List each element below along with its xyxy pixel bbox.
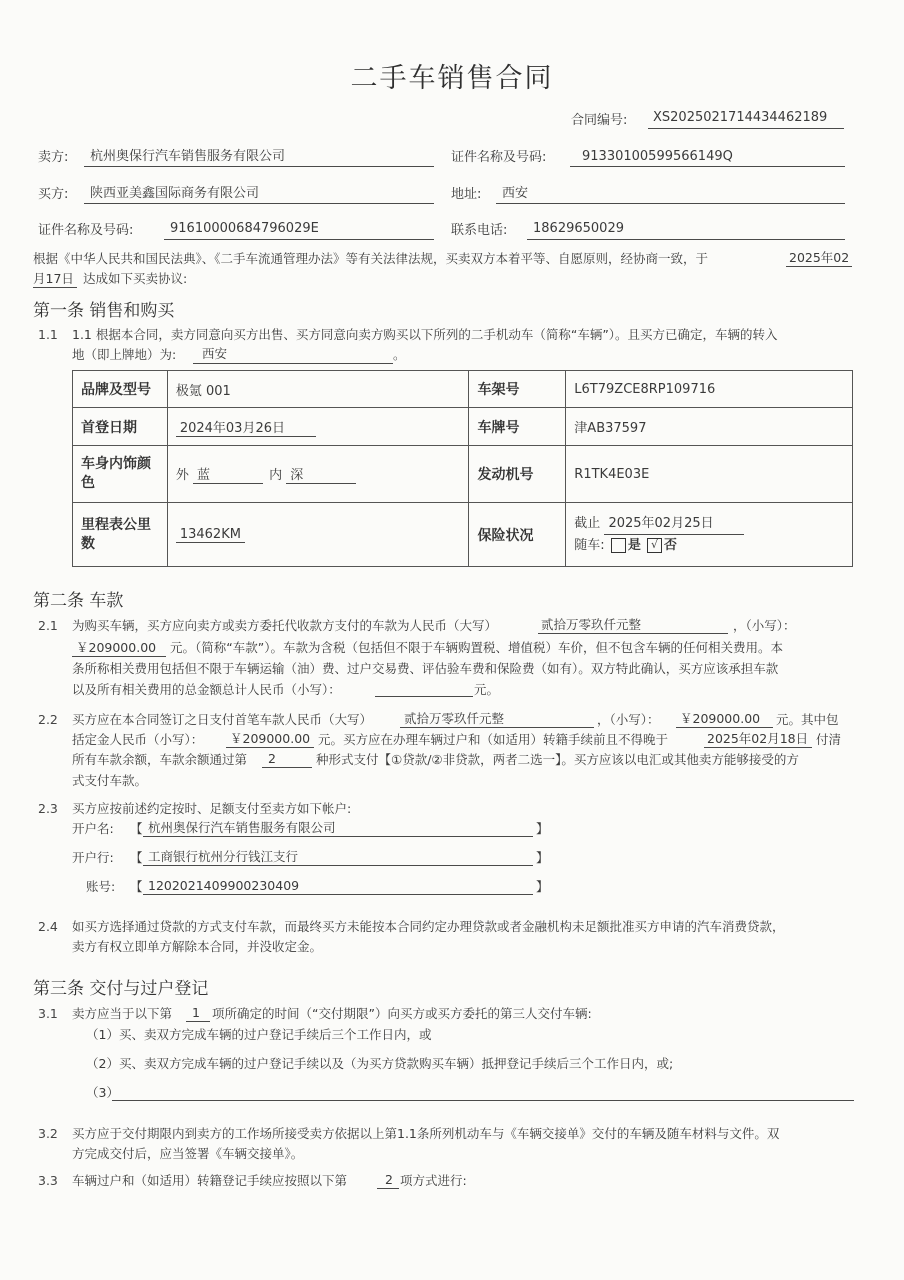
clause-3-3-item-underline xyxy=(377,1188,399,1189)
ins-expiry-label: 截止 xyxy=(574,516,601,531)
buyer-address-underline xyxy=(496,203,845,204)
clause-3-1-item-underline xyxy=(186,1021,210,1022)
reg-date-cell xyxy=(167,408,469,446)
clause-1-1-place-underline xyxy=(193,363,393,364)
clause-2-1-lower: ￥209000.00 xyxy=(76,640,157,655)
clause-2-1-l2a: 元。（简称“车款”）。车款为含税（包括但不限于车辆购置税、增值税）车价，但不包含车辆的任何相关费用。本 xyxy=(170,640,783,655)
engine-value: R1TK4E03E xyxy=(566,446,853,503)
clause-1-1-num: 1.1 xyxy=(38,327,58,342)
clause-2-2-deposit: ￥209000.00 xyxy=(230,731,311,746)
clause-2-2-lower: ￥209000.00 xyxy=(680,711,761,726)
clause-2-1-l4a: 以及所有相关费用的总金额总计人民币（小写）： xyxy=(72,682,341,697)
buyer-underline xyxy=(84,203,434,204)
clause-3-1-item: 1 xyxy=(192,1005,200,1020)
mileage-unit: KM xyxy=(221,527,245,543)
ins-yes-checkbox[interactable] xyxy=(611,538,626,553)
ins-no-label: 否 xyxy=(663,538,677,553)
clause-3-2-num: 3.2 xyxy=(38,1126,58,1141)
contract-no-value: XS2025021714434462189 xyxy=(653,110,828,125)
brand-value: 极氪 001 xyxy=(167,371,469,408)
plate-label: 车牌号 xyxy=(469,408,566,446)
color-label: 车身内饰颜色 xyxy=(73,446,168,503)
clause-2-2-l2a: 括定金人民币（小写）： xyxy=(72,732,204,747)
vehicle-row-2 xyxy=(73,408,853,446)
clause-2-2-l3b: 种形式支付【①贷款/②非贷款，两者二选一】。买方应该以电汇或其他卖方能够接受的方 xyxy=(316,752,799,767)
ext-color-label: 外 xyxy=(175,468,189,483)
bank-lbracket: 【 xyxy=(130,850,143,865)
clause-3-1-option-3: （3） xyxy=(86,1085,119,1100)
clause-2-2-upper-underline xyxy=(400,727,594,728)
plate-value: 津AB37597 xyxy=(566,408,853,446)
preamble-date-1: 2025年02 xyxy=(789,250,850,265)
clause-1-1-place: 西安 xyxy=(202,346,228,361)
clause-2-1-num: 2.1 xyxy=(38,618,58,633)
clause-2-2-method-underline xyxy=(262,767,312,768)
acct-name-lbracket: 【 xyxy=(130,821,143,836)
buyer-id-label: 证件名称及号码: xyxy=(38,223,134,238)
clause-2-4-num: 2.4 xyxy=(38,919,58,934)
clause-2-2-l1a: 买方应在本合同签订之日支付首笔车款人民币（大写） xyxy=(72,712,373,727)
clause-3-1-option-3-underline xyxy=(112,1100,854,1101)
clause-2-2-num: 2.2 xyxy=(38,712,58,727)
buyer-phone-value: 18629650029 xyxy=(533,221,624,236)
clause-3-3-l1a: 车辆过户和（如适用）转籍登记手续应按照以下第 xyxy=(72,1173,348,1188)
clause-2-4-l2: 卖方有权立即单方解除本合同，并没收定金。 xyxy=(72,939,323,954)
clause-2-2-l4: 式支付车款。 xyxy=(72,773,148,788)
check-mark-icon: √ xyxy=(650,538,658,551)
ins-yes-label: 是 xyxy=(627,538,641,553)
clause-2-1-upper-underline xyxy=(538,633,728,634)
buyer-label: 买方: xyxy=(38,187,69,202)
seller-id-label: 证件名称及号码: xyxy=(451,150,547,165)
clause-3-3-num: 3.3 xyxy=(38,1173,58,1188)
clause-3-1-l1b: 项所确定的时间（“交付期限”）向买方或买方委托的第三人交付车辆: xyxy=(212,1006,592,1021)
clause-2-1-upper: 贰拾万零玖仟元整 xyxy=(541,617,642,632)
acct-no-label: 账号: xyxy=(86,879,116,894)
seller-id-value: 91330100599566149Q xyxy=(582,149,733,164)
ins-with-label: 随车: xyxy=(574,538,605,553)
acct-no-value: 1202021409900230409 xyxy=(148,878,300,893)
buyer-address-value: 西安 xyxy=(502,186,529,201)
buyer-id-value: 91610000684796029E xyxy=(170,221,319,236)
buyer-phone-label: 联系电话: xyxy=(451,223,508,238)
preamble-date-underline-1 xyxy=(786,266,852,267)
clause-1-1-dot: 。 xyxy=(393,347,406,362)
insurance-cell xyxy=(566,503,853,567)
bank-underline xyxy=(143,865,533,866)
mileage-value: 13462 xyxy=(176,527,221,543)
clause-3-3-item: 2 xyxy=(385,1172,393,1187)
clause-2-4-l1: 如买方选择通过贷款的方式支付车款，而最终买方未能按本合同约定办理贷款或者金融机构未足额批准买方申请的汽车消费贷款， xyxy=(72,919,785,934)
clause-2-1-l1a: 为购买车辆，买方应向卖方或卖方委托代收款方支付的车款为人民币（大写） xyxy=(72,618,498,633)
clause-2-1-l1b: ，（小写）： xyxy=(733,618,796,633)
acct-no-rbracket: 】 xyxy=(536,879,549,894)
clause-2-2-l1b: ，（小写）： xyxy=(597,712,660,727)
acct-no-underline xyxy=(143,894,533,895)
clause-2-3-num: 2.3 xyxy=(38,801,58,816)
preamble-date-2: 月17日 xyxy=(33,271,74,286)
clause-3-1-option-2: （2）买、卖双方完成车辆的过户登记手续以及（为买方贷款购买车辆）抵押登记手续后三个工作日内，或; xyxy=(86,1056,674,1071)
insurance-label: 保险状况 xyxy=(469,503,566,567)
seller-id-underline xyxy=(570,166,845,167)
vin-value: L6T79ZCE8RP109716 xyxy=(566,371,853,408)
seller-value: 杭州奥保行汽车销售服务有限公司 xyxy=(90,149,286,164)
ins-no-checkbox[interactable] xyxy=(647,538,662,553)
ins-expiry-line xyxy=(574,513,844,535)
int-color-value: 深 xyxy=(286,464,356,484)
bank-rbracket: 】 xyxy=(536,850,549,865)
clause-3-3-l1b: 项方式进行: xyxy=(400,1173,467,1188)
clause-2-2-deposit-underline xyxy=(226,747,314,748)
buyer-id-underline xyxy=(164,239,434,240)
clause-2-2-l2b: 元。买方应在办理车辆过户和（如适用）转籍手续前且不得晚于 xyxy=(318,732,669,747)
clause-2-1-lower-underline xyxy=(72,656,166,657)
preamble-date-underline-2 xyxy=(33,287,77,288)
clause-2-2-l2c: 付清 xyxy=(816,732,842,747)
ins-with-line xyxy=(574,535,844,556)
ins-expiry-value: 2025年02月25日 xyxy=(604,513,744,535)
clause-3-1-l1a: 卖方应当于以下第 xyxy=(72,1006,173,1021)
contract-title: 二手车销售合同 xyxy=(350,63,554,94)
buyer-address-label: 地址: xyxy=(451,187,482,202)
bank-value: 工商银行杭州分行钱江支行 xyxy=(148,849,299,864)
clause-2-1-l3: 条所称相关费用包括但不限于车辆运输（油）费、过户交易费、评估验车费和保险费（如有）。双方特此确认，买方应该承担车款 xyxy=(72,661,779,676)
acct-name-value: 杭州奥保行汽车销售服务有限公司 xyxy=(148,820,336,835)
clause-2-2-l3a: 所有车款余额，车款余额通过第 xyxy=(72,752,248,767)
mileage-label: 里程表公里数 xyxy=(73,503,168,567)
vehicle-row-4 xyxy=(73,503,853,567)
article-1-title: 第一条 销售和购买 xyxy=(33,301,175,321)
vehicle-table xyxy=(72,370,853,567)
acct-name-label: 开户名: xyxy=(72,821,114,836)
clause-2-3-l1: 买方应按前述约定按时、足额支付至卖方如下帐户: xyxy=(72,801,352,816)
clause-3-1-num: 3.1 xyxy=(38,1006,58,1021)
clause-2-2-l1c: 元。其中包 xyxy=(776,712,839,727)
clause-2-2-lower-underline xyxy=(676,727,773,728)
reg-date-label: 首登日期 xyxy=(73,408,168,446)
vin-label: 车架号 xyxy=(469,371,566,408)
clause-1-1-text-1: 1.1 根据本合同，卖方同意向买方出售、买方同意向卖方购买以下所列的二手机动车（简称“车辆”）。且买方已确定，车辆的转入 xyxy=(72,327,778,342)
preamble-text-1: 根据《中华人民共和国民法典》、《二手车流通管理办法》等有关法律法规，买卖双方本着平等、自愿原则，经协商一致，于 xyxy=(33,251,709,266)
reg-date-value: 2024年03月26日 xyxy=(176,417,316,437)
contract-no-label: 合同编号: xyxy=(571,113,628,128)
clause-1-1-text-2: 地（即上牌地）为: xyxy=(72,347,177,362)
vehicle-row-1 xyxy=(73,371,853,408)
clause-3-2-l1: 买方应于交付期限内到卖方的工作场所接受卖方依据以上第1.1条所列机动车与《车辆交接单》交付的车辆及随车材料与文件。双 xyxy=(72,1126,780,1141)
brand-label: 品牌及型号 xyxy=(73,371,168,408)
clause-2-2-upper: 贰拾万零玖仟元整 xyxy=(404,711,505,726)
buyer-value: 陕西亚美鑫国际商务有限公司 xyxy=(90,186,260,201)
buyer-phone-underline xyxy=(527,239,845,240)
clause-2-1-total-underline xyxy=(375,696,473,697)
clause-3-2-l2: 方完成交付后，应当签署《车辆交接单》。 xyxy=(72,1146,304,1161)
contract-no-underline xyxy=(648,128,844,129)
vehicle-row-3 xyxy=(73,446,853,503)
int-color-label: 内 xyxy=(269,468,283,483)
seller-label: 卖方: xyxy=(38,150,69,165)
clause-2-1-l4b: 元。 xyxy=(474,682,500,697)
bank-label: 开户行: xyxy=(72,850,114,865)
acct-name-underline xyxy=(143,836,533,837)
clause-2-2-method: 2 xyxy=(268,751,276,766)
mileage-cell xyxy=(167,503,469,567)
preamble-text-2: 达成如下买卖协议: xyxy=(83,271,188,286)
color-cell xyxy=(167,446,469,503)
seller-underline xyxy=(84,166,434,167)
article-3-title: 第三条 交付与过户登记 xyxy=(33,979,209,999)
ext-color-value: 蓝 xyxy=(193,464,263,484)
clause-2-2-deadline: 2025年02月18日 xyxy=(707,731,809,746)
article-2-title: 第二条 车款 xyxy=(33,591,124,611)
engine-label: 发动机号 xyxy=(469,446,566,503)
clause-3-1-option-1: （1）买、卖双方完成车辆的过户登记手续后三个工作日内，或 xyxy=(86,1027,432,1042)
acct-no-lbracket: 【 xyxy=(130,879,143,894)
clause-2-2-deadline-underline xyxy=(704,747,812,748)
acct-name-rbracket: 】 xyxy=(536,821,549,836)
